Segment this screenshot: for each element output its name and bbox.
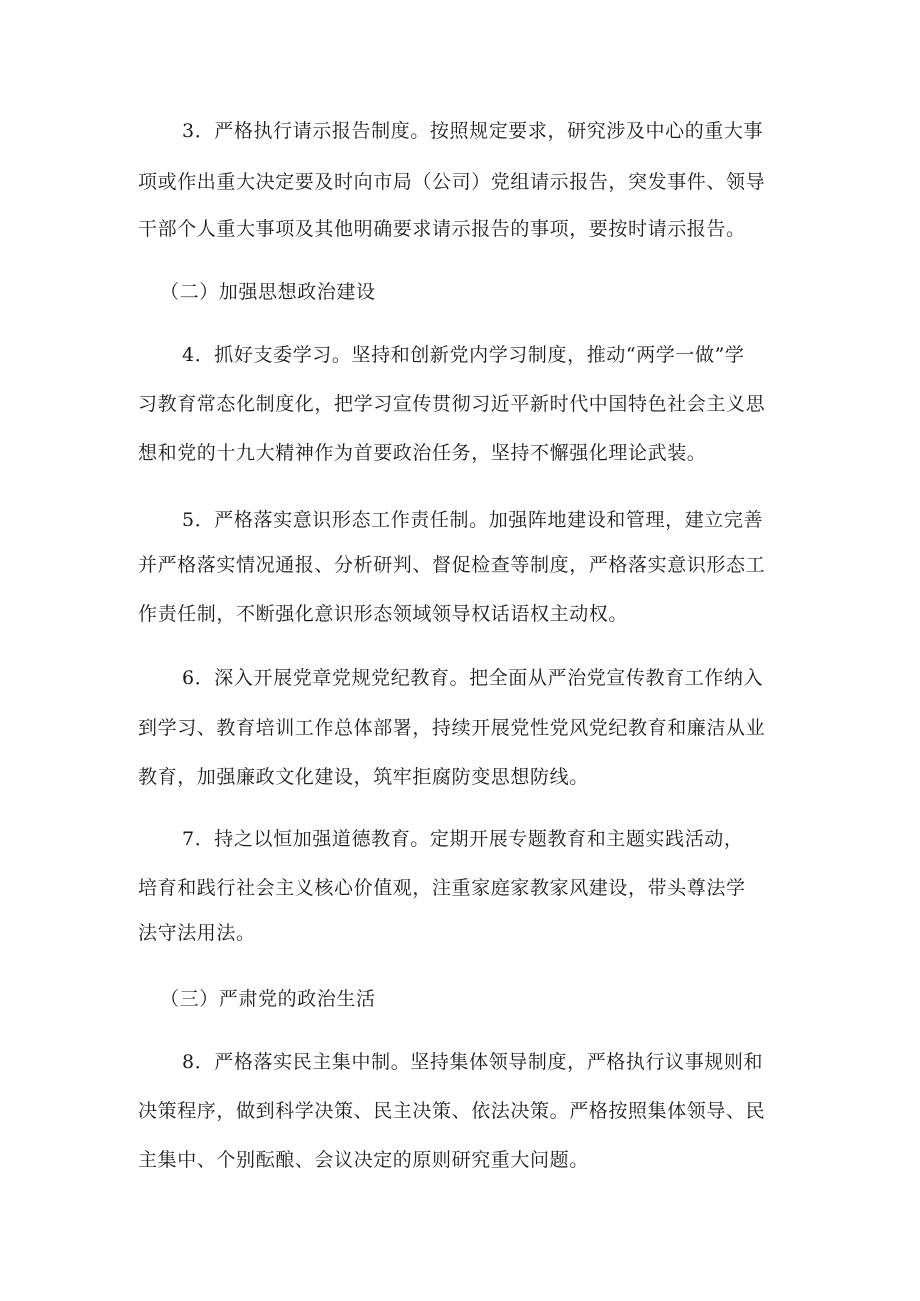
paragraph-5-line-2: 并严格落实情况通报、分析研判、督促检查等制度，严格落实意识形态工 xyxy=(138,554,766,576)
paragraph-4-line-3: 想和党的十九大精神作为首要政治任务，坚持不懈强化理论武装。 xyxy=(138,442,707,464)
paragraph-4-line-1: 4．抓好支委学习。坚持和创新党内学习制度，推动“两学一做”学 xyxy=(182,344,745,366)
paragraph-5-line-3: 作责任制，不断强化意识形态领域领导权话语权主动权。 xyxy=(138,603,629,625)
paragraph-3-line-1: 3．严格执行请示报告制度。按照规定要求，研究涉及中心的重大事 xyxy=(182,120,764,142)
paragraph-6-line-3: 教育，加强廉政文化建设，筑牢拒腐防变思想防线。 xyxy=(138,766,589,788)
paragraph-6-line-1: 6．深入开展党章党规党纪教育。把全面从严治党宣传教育工作纳入 xyxy=(182,667,764,689)
paragraph-3-line-3: 干部个人重大事项及其他明确要求请示报告的事项，要按时请示报告。 xyxy=(138,218,746,240)
paragraph-8-line-2: 决策程序，做到科学决策、民主决策、依法决策。严格按照集体领导、民 xyxy=(138,1100,766,1122)
paragraph-4-line-2: 习教育常态化制度化，把学习宣传贯彻习近平新时代中国特色社会主义思 xyxy=(138,393,766,415)
paragraph-3-line-2: 项或作出重大决定要及时向市局（公司）党组请示报告，突发事件、领导 xyxy=(138,171,766,193)
section-heading-2: （二）加强思想政治建设 xyxy=(160,281,376,303)
paragraph-6-line-2: 到学习、教育培训工作总体部署，持续开展党性党风党纪教育和廉洁从业 xyxy=(138,717,766,739)
section-heading-3: （三）严肃党的政治生活 xyxy=(160,988,376,1010)
paragraph-8-line-1: 8．严格落实民主集中制。坚持集体领导制度，严格执行议事规则和 xyxy=(182,1051,764,1073)
paragraph-8-line-3: 主集中、个别酝酿、会议决定的原则研究重大问题。 xyxy=(138,1149,589,1171)
paragraph-5-line-1: 5．严格落实意识形态工作责任制。加强阵地建设和管理，建立完善 xyxy=(182,509,764,531)
paragraph-7-line-3: 法守法用法。 xyxy=(138,922,256,944)
paragraph-7-line-1: 7．持之以恒加强道德教育。定期开展专题教育和主题实践活动， xyxy=(182,828,744,850)
paragraph-7-line-2: 培育和践行社会主义核心价值观，注重家庭家教家风建设，带头尊法学 xyxy=(138,877,746,899)
